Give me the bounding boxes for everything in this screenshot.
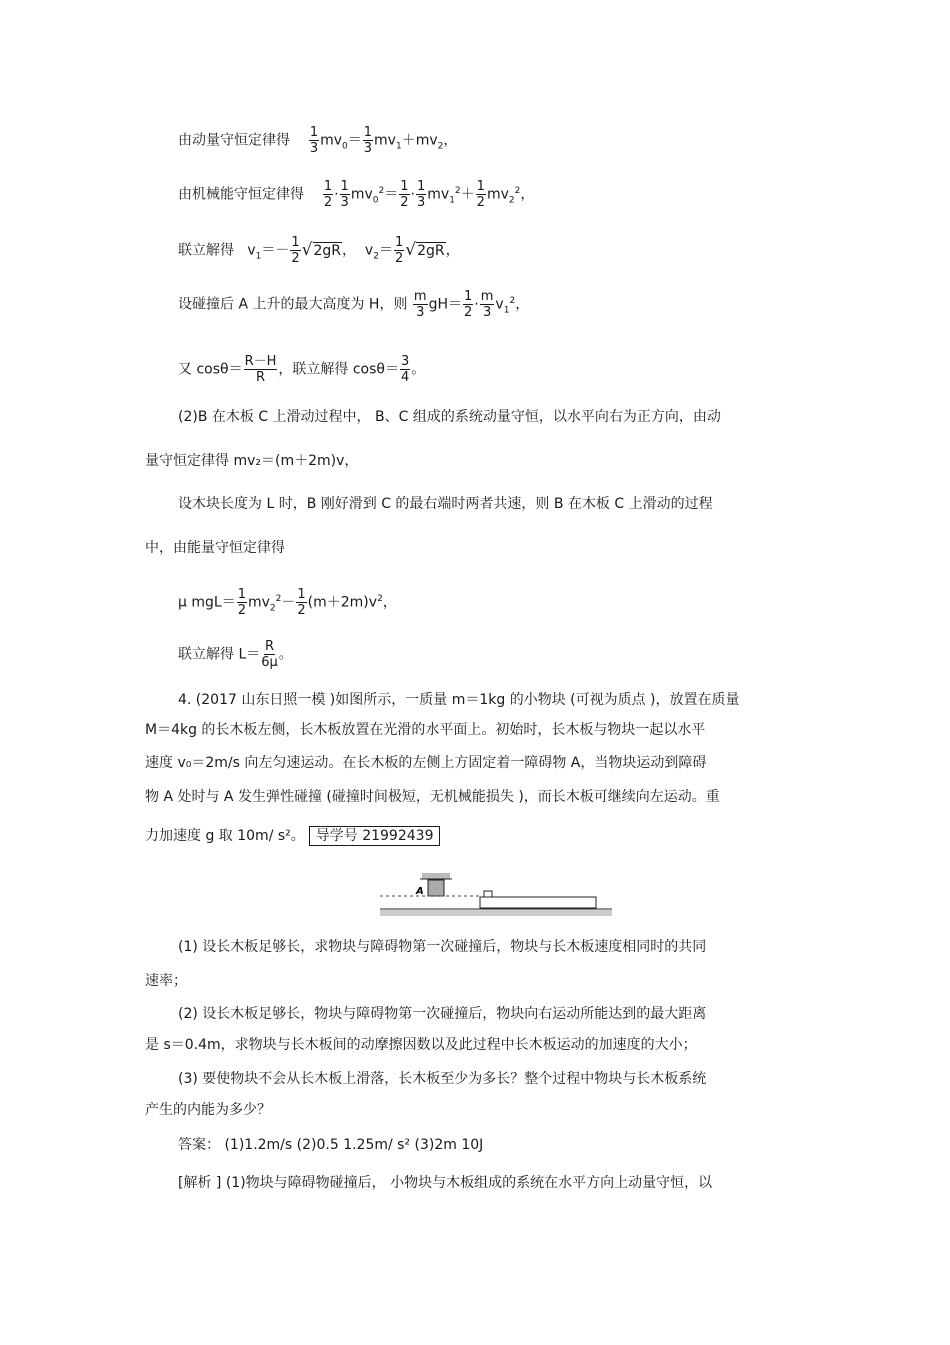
eq-momentum: 由动量守恒定律得 $\frac{1}{3}$ $mv_0=$ $\frac{1}{3}$ $mv_1+mv_2$，: [178, 125, 458, 156]
text-line: 中，由能量守恒定律得: [145, 540, 285, 556]
eq-cos: 又 cosθ＝ $\frac{R-H}{R}$ ，联立解得 cosθ＝ $\frac{3}{4}$ 。: [178, 354, 426, 385]
eq-height: 设碰撞后 A 上升的最大高度为 H，则 $\frac{m}{3}$ gH＝ $\frac{1}{2}$ · $\frac{m}{3}$ $v_1^2$，: [178, 289, 530, 320]
question-1: 速率；: [145, 973, 187, 989]
fraction: $\frac{1}{3}$: [309, 125, 319, 156]
problem-text: 力加速度 g 取 10m/ s²。 导学号 21992439: [145, 826, 440, 846]
eq-height-label: 设碰撞后 A 上升的最大高度为 H，则: [178, 296, 408, 313]
problem-text: M＝4kg 的长木板左侧，长木板放置在光滑的水平面上。初始时，长木板与物块一起以水平: [145, 722, 706, 738]
question-2: 是 s＝0.4m，求物块与长木板间的动摩擦因数以及此过程中长木板运动的加速度的大小；: [145, 1037, 697, 1053]
guide-number-box: 导学号 21992439: [309, 826, 441, 846]
eq-momentum-label: 由动量守恒定律得: [178, 132, 290, 149]
text-line: 设木块长度为 L 时，B 刚好滑到 C 的最右端时两者共速，则 B 在木板 C 上滑动的过程: [178, 496, 713, 512]
eq-cos-mid: ，联立解得 cosθ＝: [278, 361, 399, 378]
sqrt: √2gR: [301, 240, 342, 260]
question-2: (2) 设长木板足够长，物块与障碍物第一次碰撞后，物块向右运动所能达到的最大距离: [178, 1006, 707, 1022]
eq-solution-label: 联立解得: [178, 242, 234, 259]
question-3: (3) 要使物块不会从长木板上滑落，长木板至少为多长？整个过程中物块与长木板系统: [178, 1071, 707, 1087]
eq-energy-label: 由机械能守恒定律得: [178, 186, 304, 203]
eq-energy: 由机械能守恒定律得 $\frac{1}{2}$ · $\frac{1}{3}$ $mv_0^2=$ $\frac{1}{2}$ · $\frac{1}{3}$ $mv_1^2+$ $\frac{1}{2}$ $mv_2^2$，: [178, 179, 535, 210]
eq-energy-friction: μ mgL＝ $\frac{1}{2}$ $mv_2^2-$ $\frac{1}{2}$ $(m+2m)v^2$，: [178, 587, 397, 618]
eq-length: 联立解得 L＝ $\frac{R}{6\mu}$ 。: [178, 639, 293, 670]
problem-text: 速度 v₀＝2m/s 向左匀速运动。在长木板的左侧上方固定着一障碍物 A，当物块运动到障碍: [145, 755, 707, 771]
text-line: 量守恒定律得 mv₂＝(m＋2m)v，: [145, 453, 359, 469]
eq-cos-pre: 又 cosθ＝: [178, 361, 243, 378]
answer-line: 答案： (1)1.2m/s (2)0.5 1.25m/ s² (3)2m 10J: [178, 1137, 484, 1153]
question-1: (1) 设长木板足够长，求物块与障碍物第一次碰撞后，物块与长木板速度相同时的共同: [178, 939, 707, 955]
problem-text: 物 A 处时与 A 发生弹性碰撞 (碰撞时间极短，无机械能损失 )，而长木板可继续向左运动。重: [145, 789, 720, 805]
board-obstacle-figure: [380, 870, 612, 922]
obstacle-label: A: [416, 886, 424, 897]
problem-text: 4. (2017 山东日照一模 )如图所示，一质量 m＝1kg 的小物块 (可视为质点 )，放置在质量: [178, 692, 740, 708]
text-line: (2)B 在木板 C 上滑动过程中， B、C 组成的系统动量守恒，以水平向右为正方向，由动: [178, 409, 721, 425]
analysis-line: [解析 ] (1)物块与障碍物碰撞后， 小物块与木板组成的系统在水平方向上动量守恒，以: [178, 1175, 713, 1191]
eq-solution-v: 联立解得 $v_1=-$ $\frac{1}{2}$ √2gR， $v_2=$ $\frac{1}{2}$ √2gR，: [178, 235, 460, 266]
question-3: 产生的内能为多少？: [145, 1102, 271, 1118]
